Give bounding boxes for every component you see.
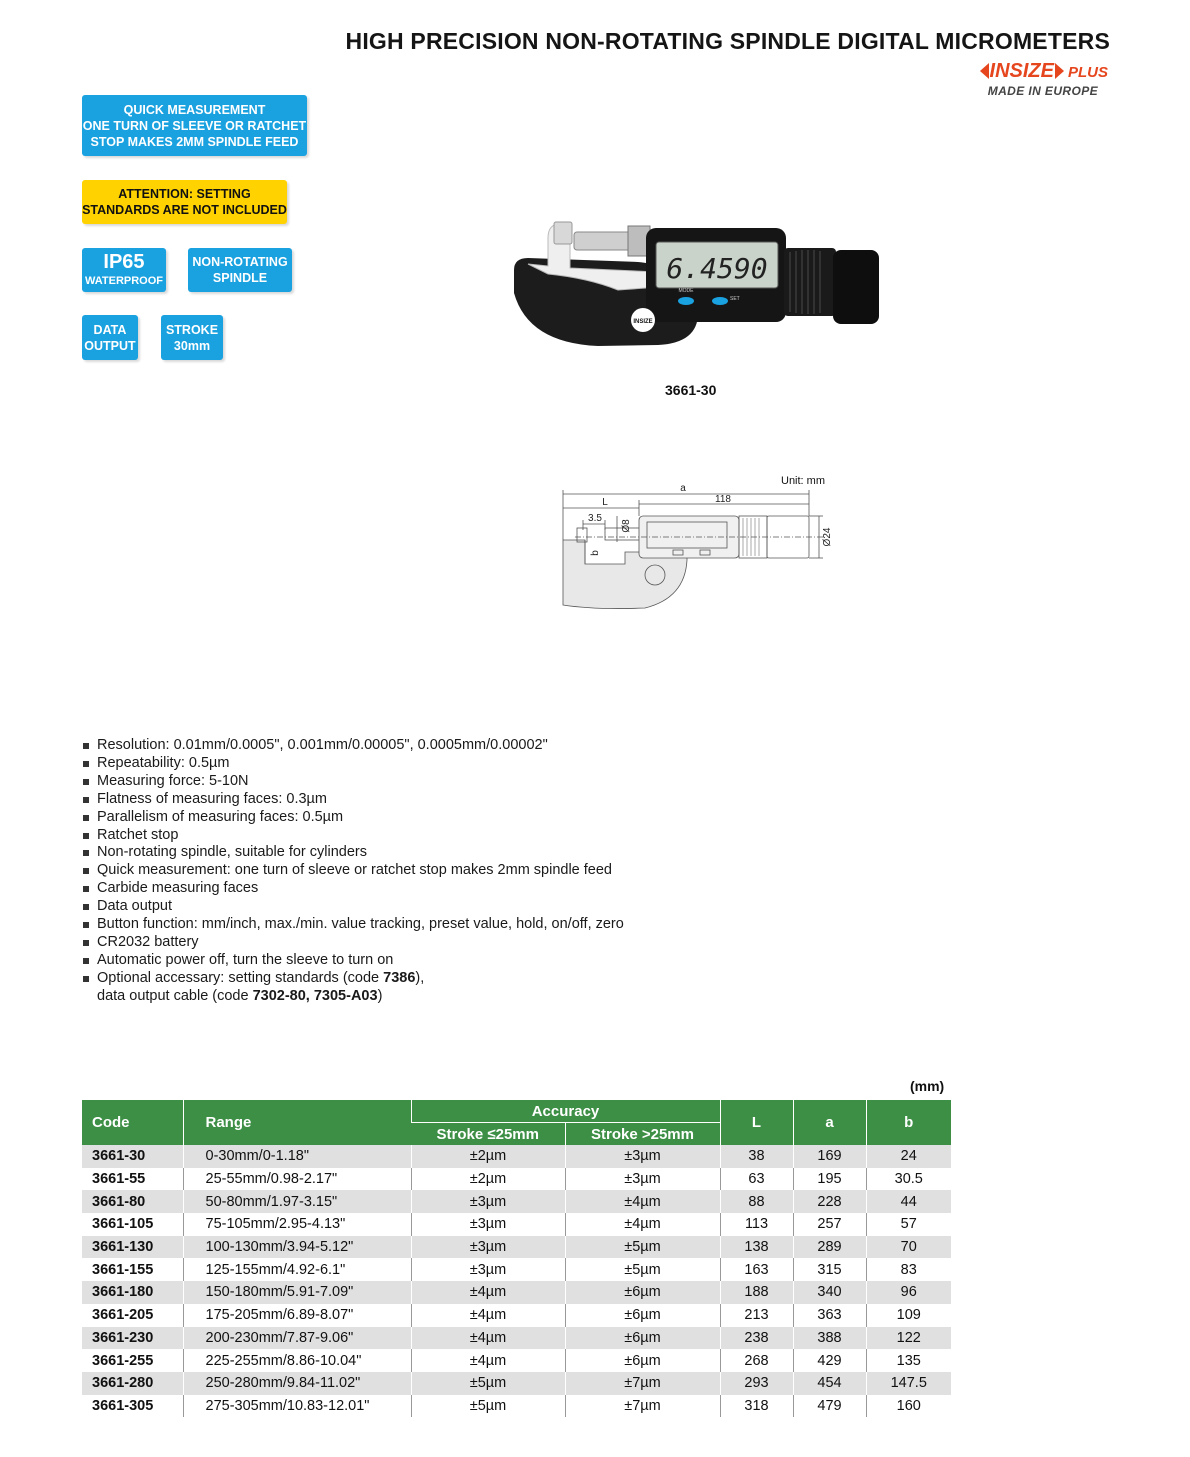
cell-acc2: ±7µm <box>565 1395 720 1418</box>
badge-line: ATTENTION: SETTING <box>118 187 251 201</box>
cell-code: 3661-180 <box>82 1281 183 1304</box>
made-in-label: MADE IN EUROPE <box>987 84 1098 98</box>
cell-acc2: ±6µm <box>565 1327 720 1350</box>
badge-line: 30mm <box>173 338 211 353</box>
feature-item: Data output <box>82 898 624 916</box>
accessory-text: data output cable (code <box>97 987 253 1004</box>
cell-a: 195 <box>793 1168 866 1191</box>
cell-range: 0-30mm/0-1.18" <box>183 1145 411 1168</box>
accessory-code: 7302-80, 7305-A03 <box>252 987 378 1004</box>
brand-name: INSIZE <box>989 60 1054 82</box>
cell-acc2: ±5µm <box>565 1258 720 1281</box>
cell-b: 147.5 <box>866 1372 951 1395</box>
cell-range: 250-280mm/9.84-11.02" <box>183 1372 411 1395</box>
feature-item: Ratchet stop <box>82 827 624 845</box>
table-row <box>82 1304 951 1327</box>
cell-code: 3661-30 <box>82 1145 183 1168</box>
dim-diameter-8: Ø8 <box>621 519 632 533</box>
cell-b: 30.5 <box>866 1168 951 1191</box>
badge-line: SPINDLE <box>212 271 268 285</box>
cell-b: 122 <box>866 1327 951 1350</box>
cell-range: 100-130mm/3.94-5.12" <box>183 1236 411 1259</box>
badge-line: QUICK MEASUREMENT <box>123 102 266 117</box>
brand-block <box>948 60 1108 100</box>
quick-measurement-badge <box>82 95 307 156</box>
cell-a: 388 <box>793 1327 866 1350</box>
table-row <box>82 1258 951 1281</box>
brand-plus: PLUS <box>1067 64 1108 81</box>
badge-line: NON-ROTATING <box>192 255 288 269</box>
cell-acc2: ±6µm <box>565 1304 720 1327</box>
cell-range: 50-80mm/1.97-3.15" <box>183 1190 411 1213</box>
cell-range: 275-305mm/10.83-12.01" <box>183 1395 411 1418</box>
feature-item: Automatic power off, turn the sleeve to turn on <box>82 952 624 970</box>
badge-line: STOP MAKES 2MM SPINDLE FEED <box>90 134 299 149</box>
cell-code: 3661-155 <box>82 1258 183 1281</box>
spec-table <box>82 1100 951 1417</box>
cell-acc1: ±5µm <box>411 1395 565 1418</box>
cell-acc1: ±4µm <box>411 1304 565 1327</box>
cell-a: 315 <box>793 1258 866 1281</box>
cell-range: 25-55mm/0.98-2.17" <box>183 1168 411 1191</box>
cell-b: 44 <box>866 1190 951 1213</box>
dimension-drawing <box>555 480 835 610</box>
cell-acc2: ±4µm <box>565 1213 720 1236</box>
table-row <box>82 1395 951 1418</box>
page-title: HIGH PRECISION NON-ROTATING SPINDLE DIGITAL MICROMETERS <box>345 28 1110 54</box>
product-caption: 3661-30 <box>665 382 717 398</box>
accessory-code: 7386 <box>383 969 416 986</box>
feature-list <box>82 737 624 1006</box>
cell-a: 340 <box>793 1281 866 1304</box>
cell-code: 3661-205 <box>82 1304 183 1327</box>
cell-range: 75-105mm/2.95-4.13" <box>183 1213 411 1236</box>
table-row <box>82 1213 951 1236</box>
header-L: L <box>720 1100 793 1145</box>
unit-label: Unit: mm <box>781 475 825 487</box>
cell-code: 3661-230 <box>82 1327 183 1350</box>
cell-acc1: ±3µm <box>411 1236 565 1259</box>
table-row <box>82 1281 951 1304</box>
cell-L: 113 <box>720 1213 793 1236</box>
cell-L: 138 <box>720 1236 793 1259</box>
set-label: SET <box>730 296 740 302</box>
feature-item: Flatness of measuring faces: 0.3µm <box>82 791 624 809</box>
cell-L: 213 <box>720 1304 793 1327</box>
feature-item: Quick measurement: one turn of sleeve or ratchet stop makes 2mm spindle feed <box>82 862 624 880</box>
cell-acc2: ±5µm <box>565 1236 720 1259</box>
cell-L: 238 <box>720 1327 793 1350</box>
cell-acc2: ±3µm <box>565 1168 720 1191</box>
cell-range: 200-230mm/7.87-9.06" <box>183 1327 411 1350</box>
cell-L: 268 <box>720 1349 793 1372</box>
feature-item: Non-rotating spindle, suitable for cylinders <box>82 844 624 862</box>
cell-acc1: ±3µm <box>411 1258 565 1281</box>
dim-L: L <box>602 497 608 508</box>
table-row <box>82 1372 951 1395</box>
cell-acc1: ±4µm <box>411 1327 565 1350</box>
arrow-left-icon <box>980 63 989 79</box>
table-row <box>82 1349 951 1372</box>
cell-b: 57 <box>866 1213 951 1236</box>
cell-L: 188 <box>720 1281 793 1304</box>
dim-118: 118 <box>715 494 731 505</box>
dim-diameter-24: Ø24 <box>822 527 833 547</box>
cell-b: 83 <box>866 1258 951 1281</box>
cell-a: 289 <box>793 1236 866 1259</box>
cell-a: 169 <box>793 1145 866 1168</box>
cell-b: 109 <box>866 1304 951 1327</box>
cell-acc1: ±2µm <box>411 1145 565 1168</box>
dim-a: a <box>680 483 686 494</box>
display-value: 6.4590 <box>666 252 768 285</box>
cell-range: 125-155mm/4.92-6.1" <box>183 1258 411 1281</box>
accessory-text: ) <box>377 987 383 1004</box>
attention-badge <box>82 180 287 224</box>
frame-logo: INSIZE <box>633 319 653 325</box>
cell-acc2: ±3µm <box>565 1145 720 1168</box>
cell-acc1: ±5µm <box>411 1372 565 1395</box>
header-stroke-25: Stroke ≤25mm <box>411 1123 565 1146</box>
badge-line: ONE TURN OF SLEEVE OR RATCHET <box>82 118 307 133</box>
ip-label: WATERPROOF <box>84 275 163 287</box>
ip65-badge <box>82 248 166 292</box>
table-row <box>82 1145 951 1168</box>
ip-rating: IP65 <box>103 251 145 273</box>
cell-L: 293 <box>720 1372 793 1395</box>
header-range: Range <box>183 1100 411 1145</box>
cell-b: 24 <box>866 1145 951 1168</box>
cell-range: 175-205mm/6.89-8.07" <box>183 1304 411 1327</box>
micrometer-product-image <box>508 218 888 353</box>
arrow-right-icon <box>1055 63 1064 79</box>
header-stroke-over-25: Stroke >25mm <box>565 1123 720 1146</box>
cell-acc2: ±7µm <box>565 1372 720 1395</box>
feature-item: Repeatability: 0.5µm <box>82 755 624 773</box>
cell-L: 38 <box>720 1145 793 1168</box>
cell-b: 70 <box>866 1236 951 1259</box>
cell-code: 3661-105 <box>82 1213 183 1236</box>
cell-code: 3661-255 <box>82 1349 183 1372</box>
cell-a: 454 <box>793 1372 866 1395</box>
cell-b: 96 <box>866 1281 951 1304</box>
table-row <box>82 1190 951 1213</box>
badge-line: STROKE <box>165 322 219 337</box>
mode-button <box>678 297 694 305</box>
non-rotating-badge <box>188 248 292 292</box>
cell-a: 363 <box>793 1304 866 1327</box>
cell-range: 225-255mm/8.86-10.04" <box>183 1349 411 1372</box>
table-row <box>82 1236 951 1259</box>
cell-acc1: ±3µm <box>411 1213 565 1236</box>
cell-acc2: ±6µm <box>565 1349 720 1372</box>
table-row <box>82 1327 951 1350</box>
table-row <box>82 1168 951 1191</box>
dim-b: b <box>590 550 601 556</box>
cell-range: 150-180mm/5.91-7.09" <box>183 1281 411 1304</box>
mode-label: MODE <box>678 288 694 294</box>
dim-3-5: 3.5 <box>588 513 602 524</box>
header-a: a <box>793 1100 866 1145</box>
cell-L: 318 <box>720 1395 793 1418</box>
brand-logo <box>980 60 1108 83</box>
badge-line: STANDARDS ARE NOT INCLUDED <box>82 203 287 217</box>
cell-b: 135 <box>866 1349 951 1372</box>
cell-acc2: ±6µm <box>565 1281 720 1304</box>
cell-code: 3661-130 <box>82 1236 183 1259</box>
cell-code: 3661-55 <box>82 1168 183 1191</box>
data-output-badge <box>82 315 138 360</box>
badge-line: OUTPUT <box>84 338 136 353</box>
cell-a: 257 <box>793 1213 866 1236</box>
cell-acc1: ±2µm <box>411 1168 565 1191</box>
cell-a: 479 <box>793 1395 866 1418</box>
feature-item: Resolution: 0.01mm/0.0005", 0.001mm/0.00005", 0.0005mm/0.00002" <box>82 737 624 755</box>
feature-item: CR2032 battery <box>82 934 624 952</box>
cell-L: 163 <box>720 1258 793 1281</box>
header-b: b <box>866 1100 951 1145</box>
feature-item-accessory <box>82 970 624 1006</box>
cell-acc2: ±4µm <box>565 1190 720 1213</box>
stroke-badge <box>161 315 223 360</box>
badge-line: DATA <box>93 322 127 337</box>
cell-a: 429 <box>793 1349 866 1372</box>
header-accuracy: Accuracy <box>411 1100 720 1123</box>
table-unit: (mm) <box>910 1078 945 1094</box>
cell-acc1: ±4µm <box>411 1349 565 1372</box>
accessory-text: ), <box>415 969 425 986</box>
cell-code: 3661-305 <box>82 1395 183 1418</box>
feature-item: Carbide measuring faces <box>82 880 624 898</box>
feature-item: Measuring force: 5-10N <box>82 773 624 791</box>
cell-code: 3661-80 <box>82 1190 183 1213</box>
feature-item: Button function: mm/inch, max./min. value tracking, preset value, hold, on/off, zero <box>82 916 624 934</box>
header-code: Code <box>82 1100 183 1145</box>
accessory-text: Optional accessary: setting standards (code <box>97 969 384 986</box>
cell-L: 63 <box>720 1168 793 1191</box>
set-button <box>712 297 728 305</box>
cell-acc1: ±4µm <box>411 1281 565 1304</box>
spec-table-body <box>82 1145 951 1417</box>
cell-b: 160 <box>866 1395 951 1418</box>
cell-L: 88 <box>720 1190 793 1213</box>
cell-acc1: ±3µm <box>411 1190 565 1213</box>
feature-item: Parallelism of measuring faces: 0.5µm <box>82 809 624 827</box>
cell-a: 228 <box>793 1190 866 1213</box>
cell-code: 3661-280 <box>82 1372 183 1395</box>
